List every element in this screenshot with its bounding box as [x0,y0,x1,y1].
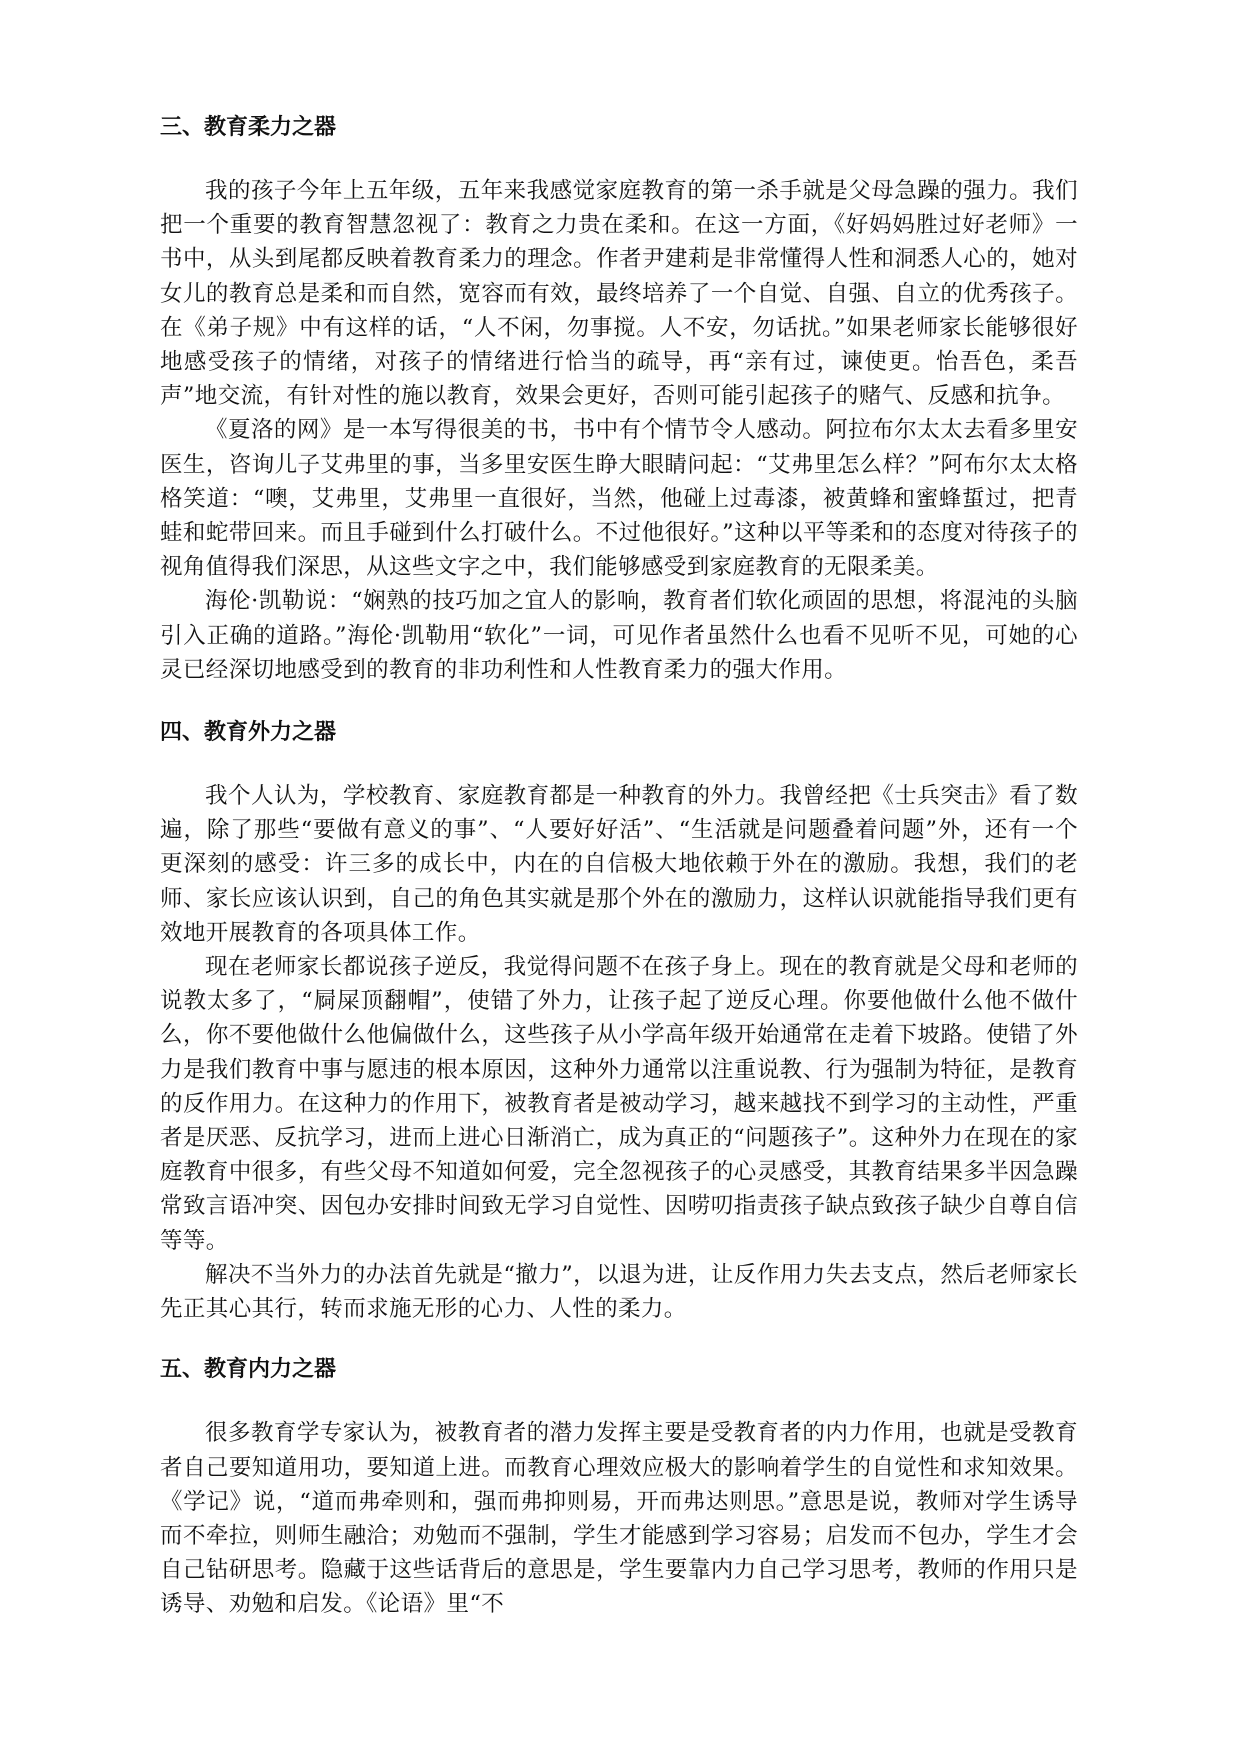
paragraph: 《夏洛的网》是一本写得很美的书，书中有个情节令人感动。阿拉布尔太太去看多里安医生，咨询儿子艾弗里的事，当多里安医生睁大眼睛问起：“艾弗里怎么样？”阿布尔太太格格笑道：“噢，艾弗里，艾弗里一直很好，当然，他碰上过毒漆，被黄蜂和蜜蜂蜇过，把青蛙和蛇带回来。而且手碰到什么打破什么。不过他很好。”这种以平等柔和的态度对待孩子的视角值得我们深思，从这些文字之中，我们能够感受到家庭教育的无限柔美。 [160,417,1078,581]
paragraph: 解决不当外力的办法首先就是“撤力”，以退为进，让反作用力失去支点，然后老师家长先正其心其行，转而求施无形的心力、人性的柔力。 [160,1261,1078,1323]
section-heading: 三、教育柔力之器 [160,115,337,140]
section-heading: 五、教育内力之器 [160,1357,337,1383]
paragraph: 海伦·凯勒说：“娴熟的技巧加之宜人的影响，教育者们软化顽固的思想，将混沌的头脑引入正确的道路。”海伦·凯勒用“软化”一词，可见作者虽然什么也看不见听不见，可她的心灵已经深切地感受到的教育的非功利性和人性教育柔力的强大作用。 [160,588,1078,683]
paragraph: 我的孩子今年上五年级，五年来我感觉家庭教育的第一杀手就是父母急躁的强力。我们把一个重要的教育智慧忽视了：教育之力贵在柔和。在这一方面，《好妈妈胜过好老师》一书中，从头到尾都反映着教育柔力的理念。作者尹建莉是非常懂得人性和洞悉人心的，她对女儿的教育总是柔和而自然，宽容而有效，最终培养了一个自觉、自强、自立的优秀孩子。在《弟子规》中有这样的话，“人不闲，勿事搅。人不安，勿话扰。”如果老师家长能够很好地感受孩子的情绪，对孩子的情绪进行恰当的疏导，再“亲有过，谏使更。怡吾色，柔吾声”地交流，有针对性的施以教育，效果会更好，否则可能引起孩子的赌气、反感和抗争。 [160,178,1078,410]
page-body [160,112,1078,1622]
section-internal-force [160,1354,1078,1621]
section-gentle-force [160,112,1078,687]
paragraph: 现在老师家长都说孩子逆反，我觉得问题不在孩子身上。现在的教育就是父母和老师的说教太多了，“屙屎顶翻帽”，使错了外力，让孩子起了逆反心理。你要他做什么他不做什么，你不要他做什么他偏做什么，这些孩子从小学高年级开始通常在走着下坡路。使错了外力是我们教育中事与愿违的根本原因，这种外力通常以注重说教、行为强制为特征，是教育的反作用力。在这种力的作用下，被教育者是被动学习，越来越找不到学习的主动性，严重者是厌恶、反抗学习，进而上进心日渐消亡，成为真正的“问题孩子”。这种外力在现在的家庭教育中很多，有些父母不知道如何爱，完全忽视孩子的心灵感受，其教育结果多半因急躁常致言语冲突、因包办安排时间致无学习自觉性、因唠叨指责孩子缺点致孩子缺少自尊自信等等。 [160,954,1078,1254]
paragraph: 很多教育学专家认为，被教育者的潜力发挥主要是受教育者的内力作用，也就是受教育者自己要知道用功，要知道上进。而教育心理效应极大的影响着学生的自觉性和求知效果。《学记》说，“道而弗牵则和，强而弗抑则易，开而弗达则思。”意思是说，教师对学生诱导而不牵拉，则师生融洽；劝勉而不强制，学生才能感到学习容易；启发而不包办，学生才会自己钻研思考。隐藏于这些话背后的意思是，学生要靠内力自己学习思考，教师的作用只是诱导、劝勉和启发。《论语》里“不 [160,1420,1078,1618]
section-heading: 四、教育外力之器 [160,720,337,746]
section-external-force [160,717,1078,1326]
paragraph: 我个人认为，学校教育、家庭教育都是一种教育的外力。我曾经把《士兵突击》看了数遍，除了那些“要做有意义的事”、“人要好好活”、“生活就是问题叠着问题”外，还有一个更深刻的感受：许三多的成长中，内在的自信极大地依赖于外在的激励。我想，我们的老师、家长应该认识到，自己的角色其实就是那个外在的激励力，这样认识就能指导我们更有效地开展教育的各项具体工作。 [160,783,1078,946]
